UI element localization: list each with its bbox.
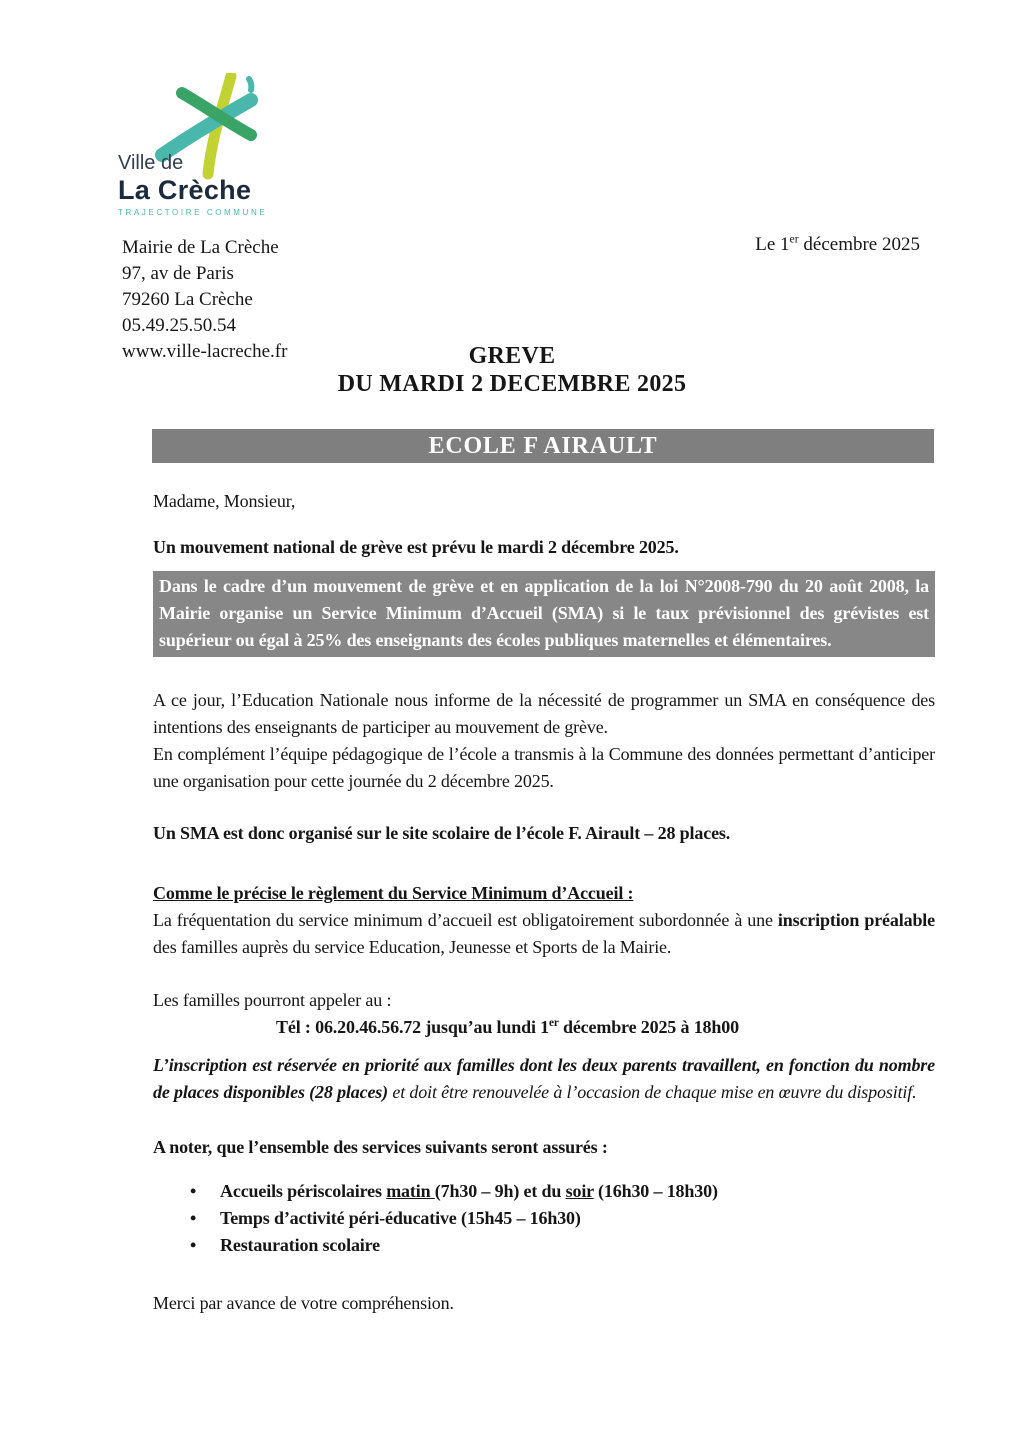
logo — [110, 73, 280, 223]
sender-line-street: 97, av de Paris — [122, 263, 234, 284]
rule-text-bold: inscription préalable — [777, 910, 935, 930]
service-1-mid: (7h30 – 9h) et du — [434, 1181, 566, 1201]
sma-law-highlight: Dans le cadre d’un mouvement de grève et en application de la loi N°2008-790 du 20 août 2008, la Mairie organise un Service Minimum d’Accueil (SMA) si le taux prévisionnel des grévistes est supérieur ou égal à 25% des enseignants des écoles publiques maternelles et élémentaires. — [153, 571, 935, 657]
service-periscolaire — [220, 1178, 718, 1205]
letter-date — [755, 234, 920, 256]
bullet-icon: • — [190, 1235, 197, 1255]
context-sentence-2: En complément l’équipe pédagogique de l’école a transmis à la Commune des données permettant d’anticiper une organisation pour cette journée du 2 décembre 2025. — [153, 744, 935, 791]
school-banner: ECOLE F AIRAULT — [152, 429, 934, 463]
phone-line — [153, 1014, 935, 1041]
logo-wordmark — [118, 151, 267, 217]
service-1-pre: Accueils périscolaires — [220, 1181, 387, 1201]
priority-regular: et doit être renouvelée à l’occasion de chaque mise en œuvre du dispositif. — [392, 1082, 917, 1102]
logo-city-prefix: Ville de — [118, 152, 184, 174]
services-list — [153, 1178, 935, 1259]
phone-text-2: décembre 2025 à 18h00 — [558, 1017, 739, 1037]
service-1-soir: soir — [565, 1181, 594, 1201]
sma-places-line: Un SMA est donc organisé sur le site scolaire de l’école F. Airault – 28 places. — [153, 823, 731, 843]
service-restauration: Restauration scolaire — [220, 1235, 380, 1255]
rule-text-2: des familles auprès du service Education, Jeunesse et Sports de la Mairie. — [153, 937, 672, 957]
sender-line-city: 79260 La Crèche — [122, 289, 253, 310]
bullet-icon: • — [190, 1208, 197, 1228]
phone-ordinal: er — [549, 1017, 559, 1029]
context-paragraph — [153, 687, 935, 795]
title-line-1: GREVE — [468, 343, 556, 369]
letter-title — [0, 342, 1024, 398]
list-item — [153, 1178, 935, 1205]
date-prefix: Le 1 — [755, 234, 790, 255]
date-ordinal: er — [789, 232, 799, 246]
phone-text-1: Tél : 06.20.46.56.72 jusqu’au lundi 1 — [276, 1017, 550, 1037]
title-line-2: DU MARDI 2 DECEMBRE 2025 — [337, 371, 687, 397]
priority-paragraph — [153, 1052, 935, 1106]
sender-line-phone: 05.49.25.50.54 — [122, 315, 236, 336]
logo-city-name: La Crèche — [118, 175, 252, 205]
list-item — [153, 1232, 935, 1259]
context-sentence-1: A ce jour, l’Education Nationale nous informe de la nécessité de programmer un SMA en conséquence des intentions des enseignants de participer au mouvement de grève. — [153, 690, 935, 737]
date-suffix: décembre 2025 — [798, 234, 920, 255]
priority-bold: L’inscription est réservée en priorité aux familles dont les deux parents travaillent, en fonction du nombre de places disponibles (28 places) — [153, 1055, 935, 1102]
strike-notice: Un mouvement national de grève est prévu le mardi 2 décembre 2025. — [153, 537, 679, 557]
logo-tagline: TRAJECTOIRE COMMUNE — [118, 208, 268, 217]
rule-paragraph — [153, 907, 935, 961]
rule-heading: Comme le précise le règlement du Service Minimum d’Accueil : — [153, 883, 634, 903]
phone-intro: Les familles pourront appeler au : — [153, 990, 392, 1010]
closing-line: Merci par avance de votre compréhension. — [153, 1293, 454, 1313]
list-item — [153, 1205, 935, 1232]
rule-section — [153, 880, 935, 961]
service-tap: Temps d’activité péri-éducative (15h45 – 16h30) — [220, 1208, 581, 1228]
service-1-matin: matin — [386, 1181, 435, 1201]
sender-line-website: www.ville-lacreche.fr — [122, 341, 288, 362]
services-heading: A noter, que l’ensemble des services suivants seront assurés : — [153, 1137, 608, 1157]
salutation: Madame, Monsieur, — [153, 491, 296, 511]
rule-text-1: La fréquentation du service minimum d’accueil est obligatoirement subordonnée à une — [153, 910, 778, 930]
sender-line-name: Mairie de La Crèche — [122, 237, 279, 258]
letter-body — [153, 488, 935, 1317]
service-1-post: (16h30 – 18h30) — [593, 1181, 718, 1201]
bullet-icon: • — [190, 1181, 197, 1201]
